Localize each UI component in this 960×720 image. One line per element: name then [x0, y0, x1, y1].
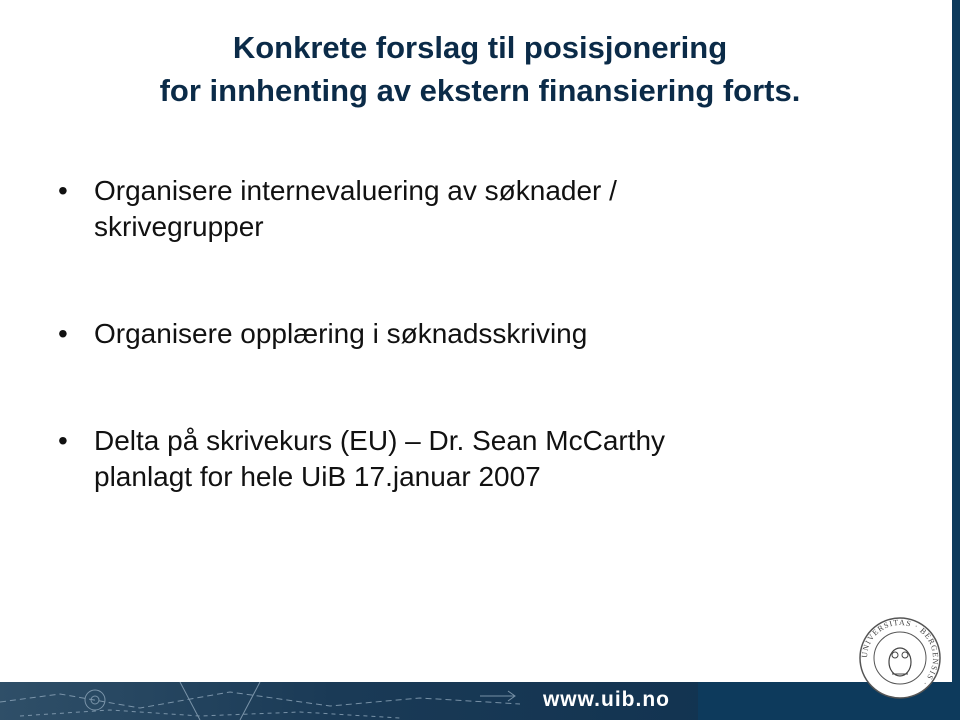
- bullet-3-line-2: planlagt for hele UiB 17.januar 2007: [94, 461, 541, 492]
- bullet-list: [58, 173, 878, 495]
- bullet-3-line-1: • Delta på skrivekurs (EU) – Dr. Sean McCarthy: [94, 425, 666, 456]
- bullet-1-line-1: • Organisere internevaluering av søknader /: [94, 175, 617, 206]
- bullet-2-line-1: • Organisere opplæring i søknadsskriving: [94, 318, 588, 349]
- navigation-chart-decoration: [0, 682, 520, 720]
- title-line-1: Konkrete forslag til posisjonering: [232, 30, 728, 65]
- bullet-item: [58, 423, 878, 495]
- bullet-item: [58, 316, 878, 352]
- footer-bar: [0, 682, 960, 720]
- website-url[interactable]: www.uib.no: [542, 688, 670, 711]
- right-border: [952, 0, 960, 720]
- university-seal-icon: [858, 616, 942, 700]
- svg-text:UNIVERSITAS · BERGENSIS ·: UNIVERSITAS · BERGENSIS ·: [859, 617, 941, 689]
- title-line-2: for innhenting av ekstern finansiering forts.: [159, 73, 801, 108]
- slide-title: [40, 26, 920, 112]
- bullet-1-line-2: skrivegrupper: [94, 211, 264, 242]
- bullet-item: [58, 173, 878, 245]
